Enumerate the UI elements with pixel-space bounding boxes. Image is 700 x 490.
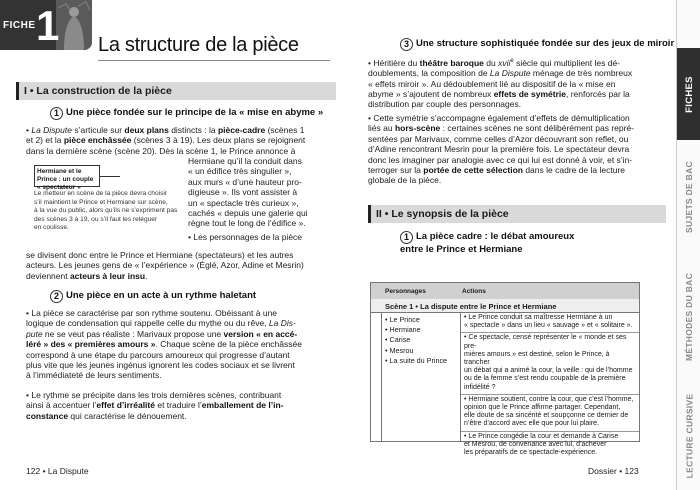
tab-label: MÉTHODES DU BAC [684, 272, 694, 362]
text-line: « effets miroir ». Au dédoublement lié au dispositif de la « mise en [368, 78, 616, 89]
note-line: des scènes 3 à 19, ou s’il faut les reléguer [34, 215, 158, 223]
text-line: • Le Prince congédie la cour et demande à Carise [464, 432, 619, 440]
text-run: dans le cadre de la lecture [522, 165, 626, 176]
list-item: • Hermiane [385, 325, 421, 335]
text-run: (scènes 3 à 19). Les deux plans se rejoignent [131, 135, 306, 146]
text-line: les préparatifs de ce spectacle-expérience. [464, 449, 598, 457]
text-line: • La pièce se caractérise par son rythme soutenu. Obéissant à une [26, 308, 278, 318]
text-run: siècle qui multiplient les dé- [513, 57, 621, 68]
title-underline [98, 60, 330, 61]
note-line: s’il maintient le Prince et Hermiane sur scène, [34, 198, 168, 206]
text-run: . Chaque scène de la pièce enchâssée [155, 339, 302, 350]
text-line: « spectacle » dans un lieu « sauvage » et « solitaire ». [464, 322, 633, 330]
subheading-text-line2: entre le Prince et Hermiane [400, 244, 523, 255]
text-line: • Le rythme se précipite dans les trois dernières scènes, contribuant [26, 390, 282, 400]
note-connector [100, 176, 120, 177]
number-badge: 2 [50, 290, 63, 303]
superscript: e [510, 58, 514, 64]
separator: • [42, 466, 46, 476]
text-line: opinion que le Prince affirme partager. Cependant, [464, 404, 621, 412]
text-run: ménage de très nombreux [530, 68, 633, 79]
text-run: qui caractérise le dénouement. [68, 410, 187, 421]
page-number: 122 [26, 466, 41, 476]
bold-term: constance [26, 410, 69, 421]
paragraph-hors-scene [368, 113, 666, 186]
subheading-miroir [400, 38, 680, 51]
margin-note-title: Hermiane et le Prince : un couple « spectateur » [34, 165, 100, 187]
text-line: digieuse ». Ils vont assister à [188, 187, 298, 198]
text-run: liés au [368, 123, 395, 134]
list-item: • Carise [385, 335, 411, 345]
text-line: sentées par Marivaux, comme celles d’Azor découvrant son reflet, ou [368, 133, 629, 144]
paragraph-baroque [368, 56, 666, 110]
engraving-illustration [56, 0, 92, 50]
text-line: plus vite que les jeunes ingénus ignorent les codes sociaux et se livrent [26, 360, 295, 371]
paragraph-rythme [26, 308, 338, 381]
bold-term: pièce enchâssée [63, 135, 132, 146]
section-heading-construction: I • La construction de la pièce [16, 82, 336, 100]
text-line: distribution par couple des personnages. [368, 99, 522, 110]
text-line: elle doute de sa sincérité et soupçonne ce dernier de [464, 412, 629, 420]
list-item: • La suite du Prince [385, 355, 448, 365]
text-line: donc les imaginer par analogie avec ce qui lui est donné à voir, et s’in- [368, 154, 633, 165]
note-line: Le metteur en scène de la pièce devra choisir [34, 190, 168, 197]
italic-title: pute [26, 328, 43, 339]
text-line: cachés « depuis une galerie qui [188, 208, 308, 219]
text-run: ne se veut pas réaliste : Marivaux propose une [42, 328, 224, 339]
column-header-personnages: Personnages [385, 288, 426, 295]
text-line: ou de la femme s’est rendu coupable de la première [464, 375, 626, 383]
text-line: correspond à une étape du parcours amoureux qui progresse d’autant [26, 349, 290, 360]
italic-title: La Dispute [489, 68, 531, 79]
text-run: (scènes 1 [265, 125, 305, 135]
subheading-piece-cadre [400, 231, 660, 256]
text-line: règne tout le long de l’édifice ». [188, 218, 306, 229]
text-line: • Cette symétrie s’accompagne également d’effets de démultiplication [368, 113, 630, 123]
text-run: et 2) et la [26, 135, 64, 146]
action-item [461, 333, 639, 394]
number-badge: 1 [50, 107, 63, 120]
margin-note-body [34, 190, 182, 233]
text-line: • Ce spectacle, censé représenter le « monde et ses pre- [464, 334, 627, 350]
text-line: Hermiane qu’il la conduit dans [188, 156, 302, 166]
text-run: distincts : la [168, 125, 218, 135]
number-badge: 1 [400, 231, 413, 244]
note-line: à la vue du public, alors qu’ils ne s’expriment pas [34, 207, 178, 215]
paragraph-personnages [26, 250, 338, 281]
bold-term: emballement de l’in- [201, 400, 284, 411]
action-item [461, 313, 639, 333]
subheading-rythme [50, 290, 340, 303]
text-run: . [145, 270, 148, 281]
tab-label: SUJETS DE BAC [684, 161, 695, 233]
text-line: un « spectacle très curieux », [188, 197, 299, 208]
text-run: , renforcés par la [565, 89, 630, 100]
action-item [461, 432, 639, 460]
text-run: du [483, 57, 499, 68]
bold-term: acteurs à leur insu [69, 270, 146, 281]
section-heading-synopsis: II • Le synopsis de la pièce [368, 205, 666, 223]
subheading-text: Une pièce fondée sur le principe de la « mise en abyme » [66, 107, 324, 118]
table-header [371, 283, 639, 299]
italic-title: La Dis- [268, 318, 296, 329]
tab-methodes-du-bac[interactable] [677, 254, 700, 380]
text-run: s’articule sur [71, 125, 125, 135]
paragraph-wrap-column [188, 156, 338, 242]
subheading-text: Une structure sophistiquée fondée sur des jeux de miroir [416, 38, 675, 49]
characters-cell [381, 313, 461, 441]
text-line: et Mesrou, de convenance avec lui, d’achever [464, 440, 607, 448]
text-run: : certaines scènes ne sont délibérément pas repré- [440, 123, 635, 134]
text-line: un débat qui a animé la cour, la veille : qui de l’homme [464, 367, 633, 375]
tab-label: LECTURE CURSIVE [684, 393, 695, 479]
fiche-label: FICHE [3, 20, 36, 31]
column-header-actions: Actions [462, 288, 486, 295]
text-line: • Hermiane soutient, contre la cour, que c’est l’homme, [464, 395, 634, 403]
footer-left [26, 466, 89, 476]
text-run: terroger sur la [368, 165, 424, 176]
text-line: « un édifice très singulier », [188, 166, 292, 177]
paragraph-deux-plans: • La Dispute s’articule sur deux plans distincts : la pièce-cadre (scènes 1 et 2) et la pièce enchâssée (scènes 3 à 19). Les deux plans se rejoignent dans la dernière scène (scène 20). Dès la scène 1, le Prince annonce à [26, 125, 338, 156]
tab-fiches[interactable] [677, 48, 700, 140]
footer-right [588, 466, 639, 476]
text-run: et traduire l’ [154, 400, 202, 411]
text-line: • Le Prince conduit sa maîtresse Hermiane à un [464, 314, 613, 321]
number-badge: 3 [400, 38, 413, 51]
italic-title: La Dispute [31, 125, 72, 135]
century-numeral: xvii [498, 57, 511, 68]
bold-term: pièce-cadre [217, 125, 266, 135]
text-line: aux murs « d’une hauteur pro- [188, 176, 302, 187]
synopsis-table [370, 282, 640, 457]
text-line: à l’immédiateté de leurs sentiments. [26, 370, 162, 381]
tab-label: FICHES [683, 75, 695, 113]
page-number: 123 [624, 466, 639, 476]
running-title: Dossier [588, 466, 617, 476]
bold-term: portée de cette sélection [423, 165, 523, 176]
text-line: d’Adine rencontrant Mesrin pour la première fois. Le spectateur devra [368, 144, 630, 155]
bold-term: version « en accé- [223, 328, 298, 339]
bold-term: théâtre baroque [419, 57, 484, 68]
subheading-text: Une pièce en un acte à un rythme haletant [66, 290, 257, 301]
subheading-text: La pièce cadre : le débat amoureux [416, 231, 575, 242]
text-run: doublements, la composition de [368, 68, 490, 79]
list-item: • Le Prince [385, 315, 420, 324]
list-item: • Mesrou [385, 345, 414, 355]
bold-term: deux plans [124, 125, 169, 135]
bold-term: effet d’irréalité [96, 400, 155, 411]
note-line: en coulisse. [34, 224, 69, 232]
tab-sujets-de-bac[interactable] [677, 142, 700, 252]
text-run: logique de condensation qui rappelle celle du mythe ou du rêve, [26, 318, 269, 329]
page-title: La structure de la pièce [98, 34, 299, 56]
fiche-number: 1 [36, 2, 60, 49]
fiche-tab [0, 0, 92, 50]
text-run: • Héritière du [368, 57, 420, 68]
thumb-index [676, 0, 700, 490]
text-line: se divisent donc entre le Prince et Hermiane (spectateurs) et les autres [26, 250, 294, 260]
text-run: abyme » s’ajoutent de nombreux [368, 89, 494, 100]
text-line: • Les personnages de la pièce [188, 231, 303, 242]
bold-term: effets de symétrie [493, 89, 566, 100]
separator: • [619, 466, 623, 476]
text-line: mières amours » est destiné, selon le Prince, à trancher [464, 350, 610, 367]
text-run: ainsi à accentuer l’ [26, 400, 97, 411]
subheading-mise-en-abyme [50, 107, 340, 120]
text-line: infidélité ? [464, 383, 496, 391]
tab-lecture-cursive[interactable] [677, 382, 700, 490]
text-line: n’être d’accord avec elle que pour lui plaire. [464, 420, 600, 428]
paragraph-irrealite [26, 390, 338, 421]
scene-row-heading: Scène 1 • La dispute entre le Prince et Hermiane [371, 299, 639, 313]
action-item [461, 395, 639, 432]
text-line: globale de la pièce. [368, 175, 442, 186]
bold-term: hors-scène [394, 123, 441, 134]
bold-term: léré » des « premières amours » [26, 339, 156, 350]
running-title: La Dispute [47, 466, 89, 476]
actions-cell [461, 313, 639, 459]
text-run: deviennent [26, 270, 70, 281]
text-line: dans la dernière scène (scène 20). Dès la scène 1, le Prince annonce à [26, 145, 296, 156]
text-line: acteurs. Les jeunes gens de « l’expérience » (Églé, Azor, Adine et Mesrin) [26, 260, 304, 271]
